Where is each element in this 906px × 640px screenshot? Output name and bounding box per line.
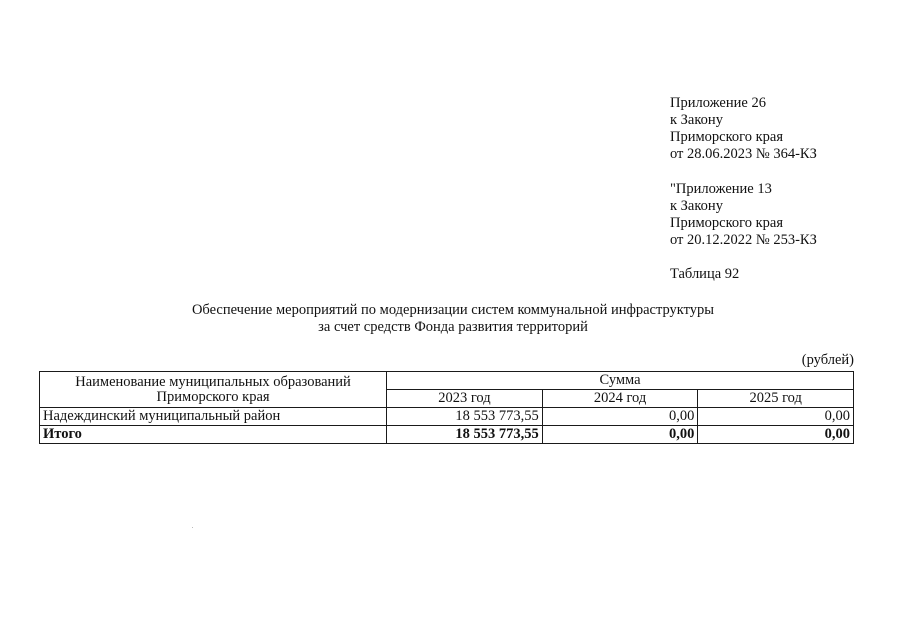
- title-line-1: Обеспечение мероприятий по модернизации систем коммунальной инфраструктуры: [191, 302, 715, 318]
- table-total-row: [40, 426, 854, 444]
- header-year-2023: 2023 год: [387, 390, 543, 408]
- annex-current-line: от 28.06.2023 № 364-КЗ: [670, 146, 817, 162]
- annex-current-line: к Закону: [670, 112, 723, 128]
- row-value-2024: 0,00: [542, 408, 698, 426]
- header-name-line-2: Приморского края: [156, 388, 270, 405]
- document-title: [0, 302, 906, 336]
- header-year-2025: 2025 год: [698, 390, 854, 408]
- total-value-2023: 18 553 773,55: [387, 426, 543, 444]
- scan-speck: [192, 527, 193, 528]
- table-row: [40, 408, 854, 426]
- total-label: Итого: [40, 426, 387, 444]
- funding-table: [39, 371, 854, 444]
- row-municipality-name: Надеждинский муниципальный район: [40, 408, 387, 426]
- annex-previous-block: [670, 181, 817, 249]
- annex-current-line: Приложение 26: [670, 95, 766, 111]
- units-label: (рублей): [801, 352, 854, 368]
- annex-previous-line: от 20.12.2022 № 253-КЗ: [670, 232, 817, 248]
- header-sum-cell: Сумма: [387, 372, 854, 390]
- title-line-2: за счет средств Фонда развития территорий: [318, 319, 588, 335]
- annex-previous-line: "Приложение 13: [670, 181, 772, 197]
- total-value-2025: 0,00: [698, 426, 854, 444]
- table-number: Таблица 92: [670, 266, 740, 282]
- row-value-2023: 18 553 773,55: [387, 408, 543, 426]
- annex-current-line: Приморского края: [670, 129, 784, 145]
- table-header-row: [40, 372, 854, 390]
- header-name-cell: [40, 372, 387, 408]
- annex-previous-line: Приморского края: [670, 215, 784, 231]
- total-value-2024: 0,00: [542, 426, 698, 444]
- annex-current-block: [670, 95, 817, 163]
- header-year-2024: 2024 год: [542, 390, 698, 408]
- annex-previous-line: к Закону: [670, 198, 723, 214]
- header-name-line-1: Наименование муниципальных образований: [75, 373, 351, 390]
- row-value-2025: 0,00: [698, 408, 854, 426]
